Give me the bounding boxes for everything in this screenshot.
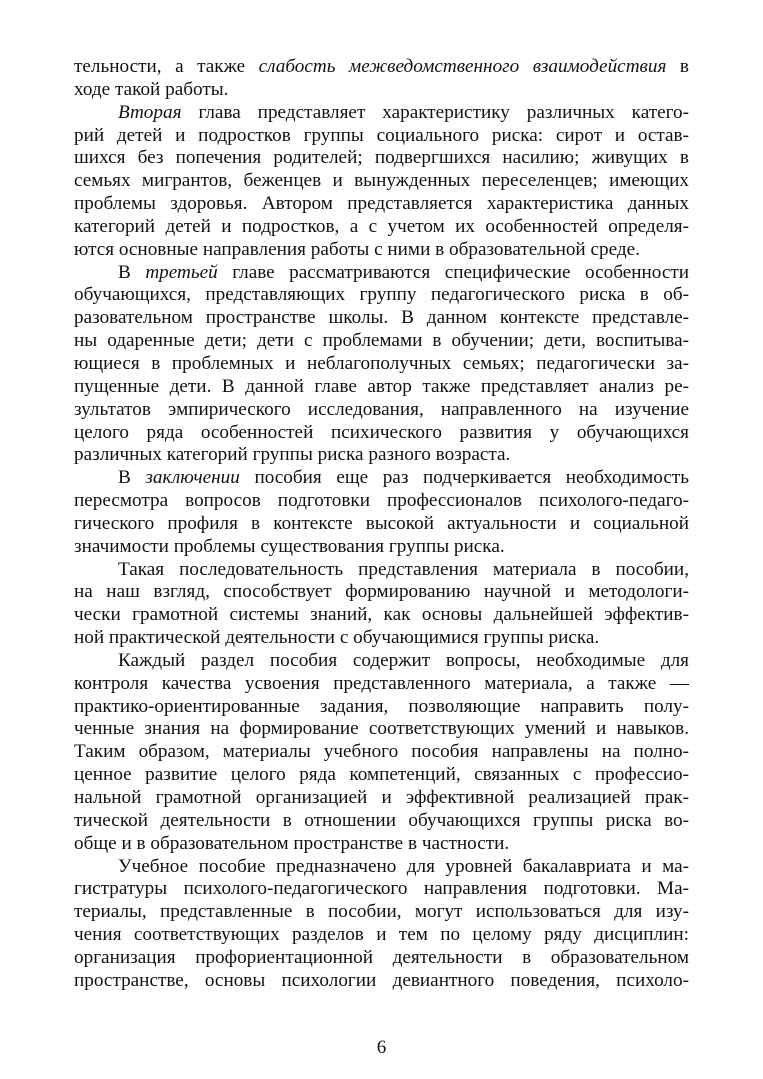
text-line: нальной грамотной организацией и эффективной реализацией прак- (74, 787, 689, 808)
text-line: семьях мигрантов, беженцев и вынужденных переселенцев; имеющих (74, 170, 689, 192)
text-line: практико-ориентированные задания, позволяющие направить полу- (74, 695, 689, 717)
page-number: 6 (376, 1037, 387, 1058)
text-line: ны одаренные дети; дети с проблемами в обучении; дети, воспитыва- (74, 330, 689, 352)
text-line: обучающихся, представляющих группу педагогического риска в об- (74, 284, 689, 306)
text-line: Такая последовательность представления материала в пособии, (118, 558, 689, 580)
text-line: ченные знания на формирование соответствующих умений и навыков. (74, 718, 689, 740)
text-line: Таким образом, материалы учебного пособия направлены на полно- (74, 741, 689, 763)
text-line: ются основные направления работы с ними в образовательной среде. (74, 238, 640, 260)
text-line: различных категорий группы риска разного возраста. (74, 444, 511, 466)
text-line: гистратуры психолого-педагогического направления подготовки. Ма- (74, 878, 689, 900)
paragraph-conclusion (74, 467, 689, 558)
text-line: териалы, представленные в пособии, могут использоваться для изу- (74, 901, 689, 923)
text-line: чески грамотной системы знаний, как основы дальнейшей эффектив- (74, 604, 689, 626)
text-line: тической деятельности в отношении обучающихся группы риска во- (74, 809, 689, 831)
text-line: тельности, а также слабость межведомственного взаимодействия в (74, 56, 689, 77)
text-line: обще и в образовательном пространстве в частности. (74, 832, 510, 854)
text-line: гического профиля в контексте высокой актуальности и социальной (74, 512, 689, 534)
text-line: на наш взгляд, способствует формированию научной и методологи- (74, 581, 689, 603)
text-line: В третьей главе рассматриваются специфические особенности (118, 261, 689, 283)
page-body (74, 56, 689, 993)
text-line: ной практической деятельности с обучающимися группы риска. (74, 627, 600, 649)
text-line: зультатов эмпирического исследования, направленного на изучение (74, 398, 689, 420)
paragraph-sequence (74, 559, 689, 650)
text-line: ющиеся в проблемных и неблагополучных семьях; педагогически за- (74, 352, 689, 374)
paragraph-second-chapter (74, 102, 689, 262)
paragraph-purpose (74, 856, 689, 993)
paragraph-sections (74, 650, 689, 856)
text-line: пущенные дети. В данной главе автор также представляет анализ ре- (74, 375, 689, 397)
text-line: рий детей и подростков группы социального риска: сирот и остав- (74, 124, 689, 146)
text-line: ценное развитие целого ряда компетенций, связанных с профессио- (74, 764, 689, 786)
italic-phrase: Вторая (118, 101, 182, 123)
text-line: чения соответствующих разделов и тем по целому ряду дисциплин: (74, 924, 689, 946)
text-line: ходе такой работы. (74, 78, 229, 100)
text-line: Вторая глава представляет характеристику различных катего- (118, 101, 689, 123)
text-line: Каждый раздел пособия содержит вопросы, необходимые для (118, 649, 689, 671)
text-line: пространстве, основы психологии девиантного поведения, психоло- (74, 969, 689, 991)
text-line: организация профориентационной деятельности в образовательном (74, 946, 689, 968)
paragraph-continuation (74, 56, 689, 102)
italic-phrase: заключении (145, 467, 240, 489)
italic-phrase: слабость межведомственного взаимодействия (258, 56, 667, 77)
paragraph-third-chapter (74, 262, 689, 468)
italic-phrase: третьей (145, 261, 218, 283)
text-line: разовательном пространстве школы. В данном контексте представле- (74, 307, 689, 329)
text-line: проблемы здоровья. Автором представляется характеристика данных (74, 193, 689, 215)
text-line: целого ряда особенностей психического развития у обучающихся (74, 421, 689, 443)
text-line: категорий детей и подростков, а с учетом их особенностей определя- (74, 215, 689, 237)
text-line: В заключении пособия еще раз подчеркивается необходимость (118, 467, 689, 489)
text-line: значимости проблемы существования группы риска. (74, 535, 505, 557)
text-line: контроля качества усвоения представленного материала, а также — (74, 672, 689, 694)
text-line: Учебное пособие предназначено для уровней бакалавриата и ма- (118, 855, 689, 877)
text-line: пересмотра вопросов подготовки профессионалов психолого-педаго- (74, 490, 689, 512)
text-line: шихся без попечения родителей; подвергшихся насилию; живущих в (74, 147, 689, 169)
